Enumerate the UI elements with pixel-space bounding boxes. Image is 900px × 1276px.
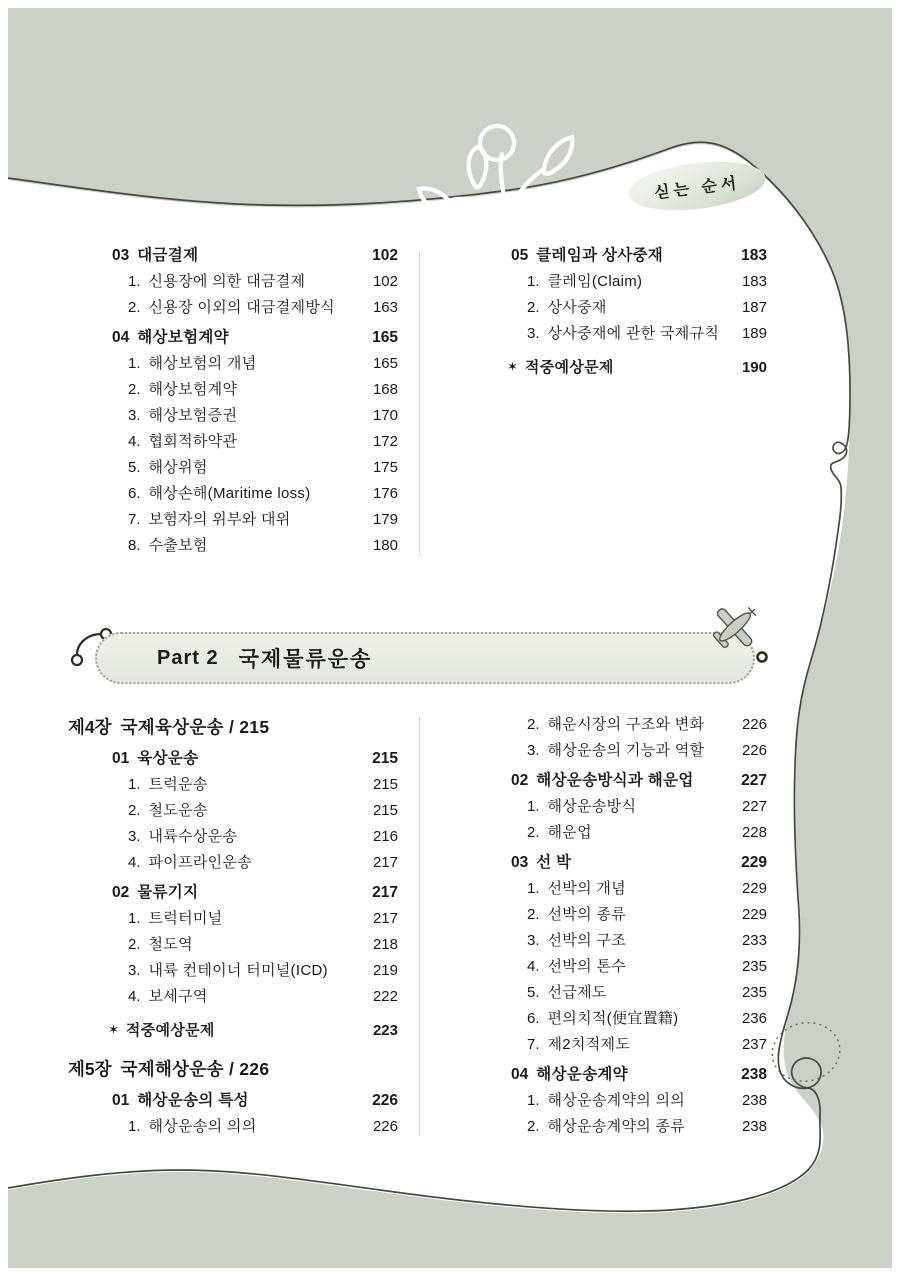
- entry-page-number: 168: [372, 381, 398, 398]
- entry-title: 해운업: [547, 824, 592, 841]
- entry-title: 철도역: [148, 936, 193, 953]
- entry-number: 2.: [128, 802, 141, 819]
- toc-item-row: [68, 824, 398, 850]
- entry-number: 3.: [128, 828, 141, 845]
- toc-item-row: [467, 794, 767, 820]
- entry-title: 내륙 컨테이너 터미널(ICD): [148, 962, 328, 979]
- entry-number: 4.: [128, 854, 141, 871]
- entry-title: 해상손해(Maritime loss): [148, 485, 311, 502]
- entry-page-number: 102: [372, 273, 398, 290]
- entry-title: 제2치적제도: [547, 1036, 631, 1053]
- entry-page-number: 217: [372, 884, 398, 901]
- toc-item-row: [68, 403, 398, 429]
- entry-number: 1.: [128, 776, 141, 793]
- column-divider-top: [419, 252, 420, 556]
- entry-page-number: 172: [372, 433, 398, 450]
- entry-title: 철도운송: [148, 802, 208, 819]
- entry-title: 해운시장의 구조와 변화: [547, 716, 705, 733]
- toc-section-row: [467, 243, 767, 269]
- entry-page-number: 215: [372, 776, 398, 793]
- toc-item-row: [467, 928, 767, 954]
- entry-title: 해상운송의 특성: [137, 1092, 249, 1109]
- entry-number: 03: [511, 854, 529, 871]
- entry-title: 해상운송의 의의: [148, 1118, 257, 1135]
- entry-page-number: 222: [372, 988, 398, 1005]
- toc-item-row: [68, 295, 398, 321]
- entry-number: 1.: [128, 1118, 141, 1135]
- entry-page-number: 228: [741, 824, 767, 841]
- entry-title: 국제해상운송 / 226: [120, 1059, 270, 1079]
- entry-number: 4.: [128, 433, 141, 450]
- toc-item-row: [467, 902, 767, 928]
- entry-title: 보험자의 위부와 대위: [148, 511, 291, 528]
- entry-page-number: 183: [741, 273, 767, 290]
- entry-title: 국제육상운송 / 215: [120, 717, 270, 737]
- entry-number: 03: [112, 247, 130, 264]
- entry-number: 3.: [128, 962, 141, 979]
- entry-page-number: 226: [372, 1118, 398, 1135]
- entry-page-number: 176: [372, 485, 398, 502]
- entry-title: 선급제도: [547, 984, 607, 1001]
- entry-number: 2.: [527, 1118, 540, 1135]
- toc-item-row: [467, 980, 767, 1006]
- toc-column-main-left: [68, 712, 398, 1140]
- entry-number: 05: [511, 247, 529, 264]
- entry-number: 5.: [527, 984, 540, 1001]
- toc-item-row: [467, 876, 767, 902]
- entry-number: 02: [112, 884, 130, 901]
- entry-page-number: 165: [372, 355, 398, 372]
- entry-page-number: 226: [741, 742, 767, 759]
- entry-number: 2.: [527, 906, 540, 923]
- entry-page-number: 236: [741, 1010, 767, 1027]
- entry-title: 상사중재: [547, 299, 607, 316]
- toc-item-row: [68, 798, 398, 824]
- toc-item-row: [68, 906, 398, 932]
- toc-item-row: [467, 269, 767, 295]
- entry-page-number: 238: [741, 1118, 767, 1135]
- entry-title: 해상보험증권: [148, 407, 238, 424]
- entry-title: 적중예상문제: [524, 359, 614, 376]
- entry-title: 클레임(Claim): [547, 273, 643, 290]
- star-icon: ✶: [507, 359, 518, 374]
- entry-page-number: 187: [741, 299, 767, 316]
- entry-number: 6.: [128, 485, 141, 502]
- entry-page-number: 227: [741, 798, 767, 815]
- entry-number: 6.: [527, 1010, 540, 1027]
- entry-title: 해상위험: [148, 459, 208, 476]
- entry-title: 해상보험계약: [137, 329, 229, 346]
- entry-page-number: 189: [741, 325, 767, 342]
- toc-item-row: [467, 1088, 767, 1114]
- entry-title: 신용장 이외의 대금결제방식: [148, 299, 335, 316]
- entry-number: 1.: [527, 880, 540, 897]
- entry-number: 2.: [527, 299, 540, 316]
- toc-section-row: [68, 325, 398, 351]
- entry-page-number: 227: [741, 772, 767, 789]
- entry-page-number: 180: [372, 537, 398, 554]
- entry-title: 트럭터미널: [148, 910, 223, 927]
- entry-page-number: 170: [372, 407, 398, 424]
- entry-page-number: 235: [741, 958, 767, 975]
- toc-item-row: [68, 772, 398, 798]
- entry-number: 04: [112, 329, 130, 346]
- toc-star-row: [467, 355, 767, 381]
- toc-item-row: [68, 481, 398, 507]
- entry-number: 2.: [128, 299, 141, 316]
- entry-title: 편의치적(便宜置籍): [547, 1010, 679, 1027]
- entry-number: 1.: [128, 910, 141, 927]
- entry-page-number: 218: [372, 936, 398, 953]
- toc-item-row: [68, 507, 398, 533]
- entry-page-number: 217: [372, 854, 398, 871]
- entry-title: 해상운송계약의 의의: [547, 1092, 686, 1109]
- toc-chapter-row: [68, 1054, 398, 1084]
- entry-number: 2.: [527, 716, 540, 733]
- toc-section-row: [467, 850, 767, 876]
- part-title: 국제물류운송: [238, 648, 373, 671]
- toc-column-top-left: [68, 243, 398, 559]
- entry-title: 신용장에 의한 대금결제: [148, 273, 306, 290]
- toc-item-row: [68, 269, 398, 295]
- entry-page-number: 229: [741, 880, 767, 897]
- entry-title: 해상운송방식과 해운업: [536, 772, 694, 789]
- entry-title: 협회적하약관: [148, 433, 238, 450]
- entry-number: 01: [112, 750, 130, 767]
- entry-page-number: 175: [372, 459, 398, 476]
- entry-number: 2.: [128, 381, 141, 398]
- airplane-icon: [693, 593, 777, 657]
- entry-number: 7.: [527, 1036, 540, 1053]
- toc-item-row: [467, 1006, 767, 1032]
- toc-section-row: [68, 243, 398, 269]
- entry-number: 01: [112, 1092, 130, 1109]
- entry-number: 1.: [527, 798, 540, 815]
- entry-title: 해상운송계약: [536, 1066, 628, 1083]
- entry-number: 1.: [128, 273, 141, 290]
- toc-item-row: [68, 351, 398, 377]
- entry-number: 4.: [128, 988, 141, 1005]
- entry-page-number: 217: [372, 910, 398, 927]
- toc-item-row: [68, 850, 398, 876]
- entry-number: 1.: [527, 1092, 540, 1109]
- entry-page-number: 179: [372, 511, 398, 528]
- entry-page-number: 215: [372, 750, 398, 767]
- toc-column-top-right: [467, 243, 767, 381]
- entry-number: 제5장: [68, 1059, 112, 1079]
- entry-page-number: 223: [372, 1022, 398, 1039]
- entry-title: 육상운송: [137, 750, 199, 767]
- entry-page-number: 163: [372, 299, 398, 316]
- entry-page-number: 190: [741, 359, 767, 376]
- toc-item-row: [68, 455, 398, 481]
- toc-item-row: [467, 820, 767, 846]
- entry-page-number: 102: [372, 247, 398, 264]
- entry-title: 보세구역: [148, 988, 208, 1005]
- entry-title: 해상운송의 기능과 역할: [547, 742, 705, 759]
- entry-number: 2.: [128, 936, 141, 953]
- toc-section-row: [68, 746, 398, 772]
- entry-page-number: 216: [372, 828, 398, 845]
- entry-title: 해상보험의 개념: [148, 355, 257, 372]
- order-badge-label: 싣는 순서: [653, 174, 742, 202]
- entry-number: 4.: [527, 958, 540, 975]
- entry-page-number: 235: [741, 984, 767, 1001]
- entry-title: 적중예상문제: [125, 1022, 215, 1039]
- entry-title: 파이프라인운송: [148, 854, 253, 871]
- entry-number: 1.: [527, 273, 540, 290]
- toc-section-row: [68, 880, 398, 906]
- entry-number: 1.: [128, 355, 141, 372]
- toc-item-row: [68, 984, 398, 1010]
- toc-item-row: [467, 712, 767, 738]
- entry-number: 2.: [527, 824, 540, 841]
- entry-title: 내륙수상운송: [148, 828, 238, 845]
- toc-star-row: [68, 1018, 398, 1044]
- toc-item-row: [467, 954, 767, 980]
- entry-title: 선박의 개념: [547, 880, 626, 897]
- toc-item-row: [68, 429, 398, 455]
- entry-number: 3.: [527, 932, 540, 949]
- toc-chapter-row: [68, 712, 398, 742]
- entry-title: 상사중재에 관한 국제규칙: [547, 325, 720, 342]
- star-icon: ✶: [108, 1022, 119, 1037]
- entry-title: 물류기지: [137, 884, 199, 901]
- column-divider-main: [419, 718, 420, 1136]
- entry-number: 7.: [128, 511, 141, 528]
- entry-number: 8.: [128, 537, 141, 554]
- entry-page-number: 215: [372, 802, 398, 819]
- entry-number: 3.: [128, 407, 141, 424]
- toc-item-row: [68, 377, 398, 403]
- toc-item-row: [68, 958, 398, 984]
- entry-page-number: 226: [372, 1092, 398, 1109]
- entry-page-number: 238: [741, 1092, 767, 1109]
- entry-number: 3.: [527, 325, 540, 342]
- entry-title: 해상운송계약의 종류: [547, 1118, 686, 1135]
- entry-title: 트럭운송: [148, 776, 208, 793]
- toc-section-row: [467, 1062, 767, 1088]
- entry-page-number: 226: [741, 716, 767, 733]
- toc-item-row: [68, 533, 398, 559]
- toc-item-row: [467, 295, 767, 321]
- toc-item-row: [467, 738, 767, 764]
- toc-item-row: [467, 321, 767, 347]
- toc-section-row: [68, 1088, 398, 1114]
- entry-title: 수출보험: [148, 537, 208, 554]
- entry-page-number: 229: [741, 906, 767, 923]
- entry-title: 대금결제: [137, 247, 199, 264]
- entry-title: 클레임과 상사중재: [536, 247, 664, 264]
- entry-page-number: 229: [741, 854, 767, 871]
- entry-title: 해상운송방식: [547, 798, 637, 815]
- entry-title: 해상보험계약: [148, 381, 238, 398]
- entry-page-number: 238: [741, 1066, 767, 1083]
- toc-column-main-right: [467, 712, 767, 1140]
- toc-item-row: [68, 932, 398, 958]
- part-number-label: Part 2: [157, 646, 219, 669]
- entry-page-number: 165: [372, 329, 398, 346]
- entry-number: 02: [511, 772, 529, 789]
- entry-number: 04: [511, 1066, 529, 1083]
- entry-page-number: 233: [741, 932, 767, 949]
- toc-item-row: [68, 1114, 398, 1140]
- entry-title: 선박의 구조: [547, 932, 626, 949]
- entry-number: 5.: [128, 459, 141, 476]
- entry-title: 선박의 종류: [547, 906, 626, 923]
- entry-page-number: 219: [372, 962, 398, 979]
- toc-item-row: [467, 1114, 767, 1140]
- toc-section-row: [467, 768, 767, 794]
- entry-title: 선 박: [536, 854, 572, 871]
- toc-item-row: [467, 1032, 767, 1058]
- part-banner: [95, 632, 755, 684]
- entry-number: 제4장: [68, 717, 112, 737]
- entry-title: 선박의 톤수: [547, 958, 626, 975]
- entry-number: 3.: [527, 742, 540, 759]
- entry-page-number: 237: [741, 1036, 767, 1053]
- entry-page-number: 183: [741, 247, 767, 264]
